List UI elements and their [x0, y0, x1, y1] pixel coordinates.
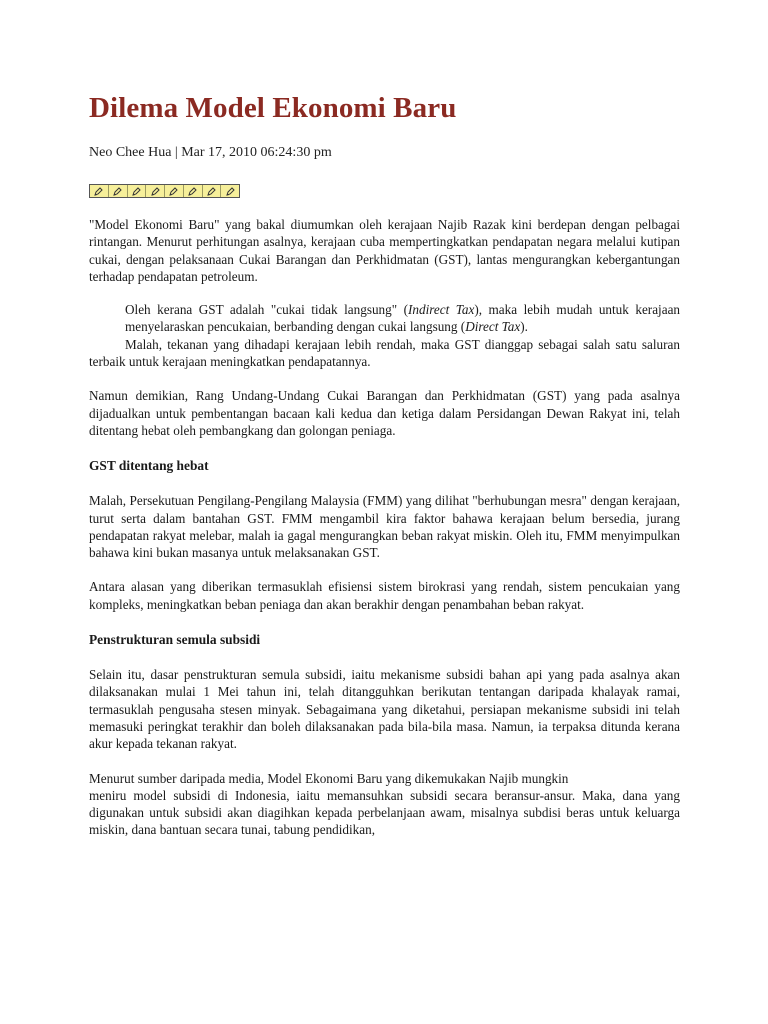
paragraph-text: meniru model subsidi di Indonesia, iaitu memansuhkan subsidi secara beransur-ansur. Maka, dana yang digunakan untuk subsidi akan diagihkan kepada perbelanjaan awam, misalnya subdisi beras untuk keluarga miskin, dana bantuan secara tunai, tabung pendidikan,: [89, 787, 680, 838]
section-heading: Penstrukturan semula subsidi: [89, 632, 261, 648]
section-heading: GST ditentang hebat: [89, 458, 209, 474]
paragraph-text: Menurut sumber daripada media, Model Ekonomi Baru yang dikemukakan Najib mungkin: [89, 770, 569, 786]
paragraph-text: Oleh kerana GST adalah "cukai tidak langsung" (: [125, 302, 409, 318]
pencil-icon[interactable]: [221, 185, 239, 197]
pencil-icon[interactable]: [109, 185, 128, 197]
article-title: Dilema Model Ekonomi Baru: [89, 92, 457, 124]
paragraph: Malah, Persekutuan Pengilang-Pengilang Malaysia (FMM) yang dilihat "berhubungan mesra" dengan kerajaan, turut serta dalam bantahan GST. FMM mengambil kira faktor bahawa kerajaan belum bersedia, jurang pendapatan rakyat melebar, malah ia gagal mengurangkan beban rakyat miskin. Oleh itu, FMM menyimpulkan bahawa kini bukan masanya untuk melaksanakan GST.: [89, 493, 680, 561]
pencil-icon[interactable]: [146, 185, 165, 197]
paragraph-emphasis: Direct Tax: [465, 319, 521, 335]
paragraph: [89, 770, 680, 839]
pencil-icon[interactable]: [203, 185, 222, 197]
paragraph: Namun demikian, Rang Undang-Undang Cukai Barangan dan Perkhidmatan (GST) yang pada asalnya dijadualkan untuk pembentangan bacaan kali kedua dan ketiga dalam Persidangan Dewan Rakyat ini, telah ditentang hebat oleh pembangkang dan golongan peniaga.: [89, 388, 680, 438]
paragraph-emphasis: Indirect Tax: [408, 302, 475, 318]
paragraph-text: ).: [520, 319, 528, 335]
pencil-icon[interactable]: [128, 185, 147, 197]
paragraph: Selain itu, dasar penstrukturan semula subsidi, iaitu mekanisme subsidi bahan api yang pada asalnya akan dilaksanakan mulai 1 Mei tahun ini, telah ditangguhkan berikutan tentangan daripada khalayak ramai, termasuklah pengusaha stesen minyak. Sebagaimana yang diketahui, persiapan mekanisme subsidi ini telah memasuki peringkat terakhir dan boleh dilaksanakan pada bila-bila masa. Namun, ia terpaksa ditunda kerana akur kepada tekanan rakyat.: [89, 667, 680, 752]
paragraph-indented: [89, 301, 680, 336]
pencil-icon[interactable]: [90, 185, 109, 197]
paragraph: Antara alasan yang diberikan termasuklah efisiensi sistem birokrasi yang rendah, sistem pencukaian yang kompleks, meningkatkan beban peniaga dan akan berakhir dengan penambahan beban rakyat.: [89, 579, 680, 612]
paragraph-text: ), maka lebih mudah untuk kerajaan menyelaraskan pencukaian, berbanding dengan cukai langsung (: [125, 302, 681, 335]
pencil-icon[interactable]: [165, 185, 184, 197]
paragraph: "Model Ekonomi Baru" yang bakal diumumkan oleh kerajaan Najib Razak kini berdepan dengan pelbagai rintangan. Menurut perhitungan asalnya, kerajaan cuba mempertingkatkan pendapatan negara melalui kutipan cukai, dengan pelaksanaan Cukai Barangan dan Perkhidmatan (GST), lantas mengurangkan kebergantungan terhadap pendapatan petroleum.: [89, 217, 680, 284]
article: [89, 90, 680, 839]
pencil-icon[interactable]: [184, 185, 203, 197]
article-byline: Neo Chee Hua | Mar 17, 2010 06:24:30 pm: [89, 145, 332, 160]
rating-bar[interactable]: [89, 184, 240, 198]
paragraph: Malah, tekanan yang dihadapi kerajaan lebih rendah, maka GST dianggap sebagai salah satu saluran terbaik untuk kerajaan meningkatkan pendapatannya.: [89, 336, 680, 370]
